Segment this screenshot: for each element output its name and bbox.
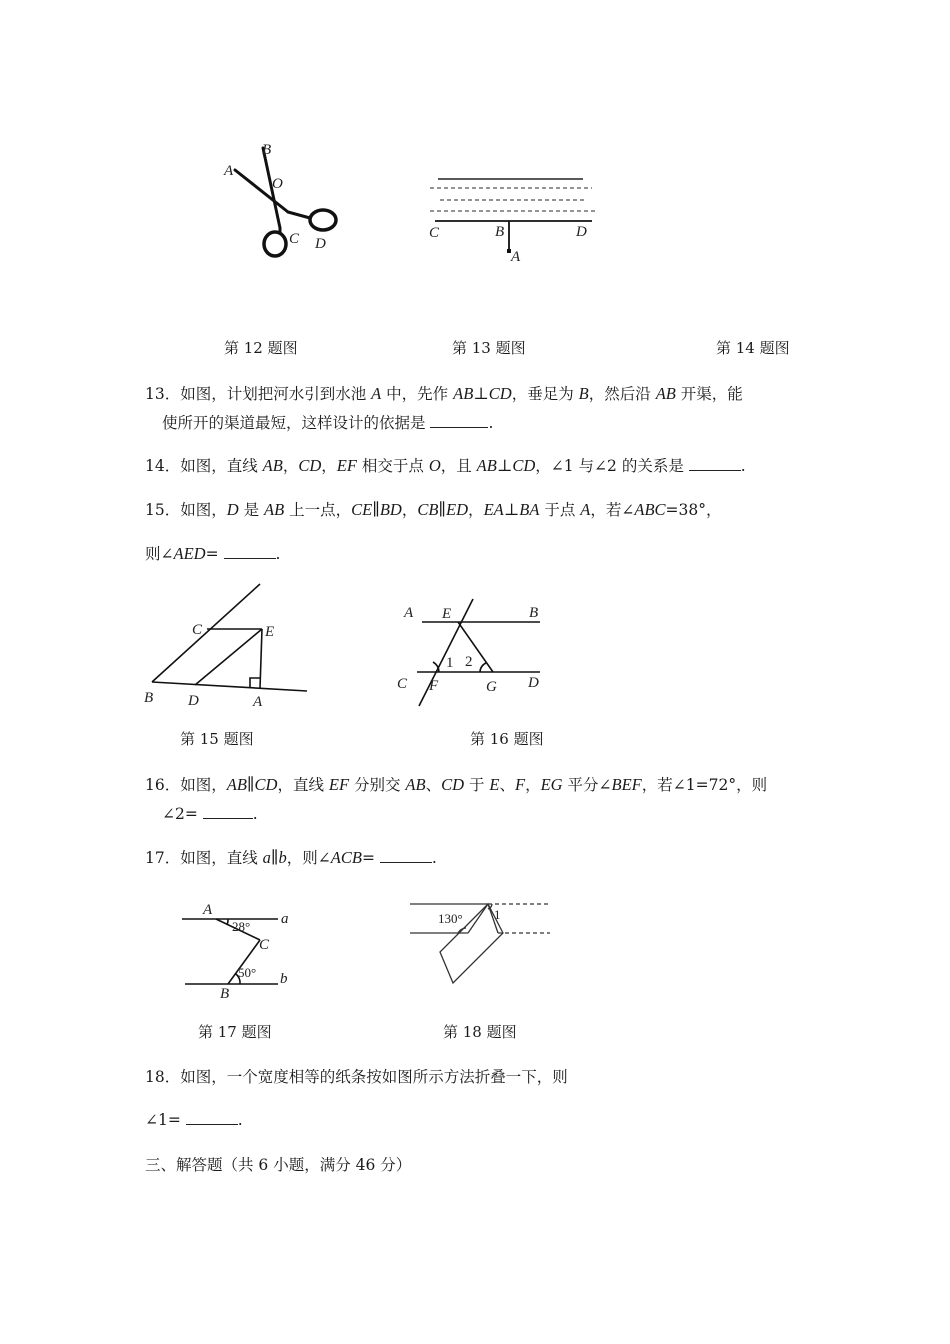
figure-18 bbox=[408, 895, 558, 990]
caption-fig17: 第 17 题图 bbox=[198, 1023, 272, 1041]
caption-fig18: 第 18 题图 bbox=[443, 1023, 517, 1041]
fig16-label-D: D bbox=[528, 675, 539, 691]
answer-blank-15[interactable] bbox=[224, 543, 276, 559]
question-17: 17．如图，直线 a∥b，则∠ACB= . bbox=[145, 848, 437, 867]
question-14: 14．如图，直线 AB，CD，EF 相交于点 O，且 AB⊥CD，∠1 与∠2 的关系是 . bbox=[145, 456, 746, 475]
fig15-label-B: B bbox=[144, 690, 154, 706]
fig17-label-A: A bbox=[203, 902, 213, 918]
caption-fig16: 第 16 题图 bbox=[470, 730, 544, 748]
answer-blank-17[interactable] bbox=[380, 847, 432, 863]
fig17-label-C: C bbox=[259, 937, 270, 953]
fig16-label-C: C bbox=[397, 676, 408, 692]
fig15-label-E: E bbox=[265, 624, 275, 640]
fig15-label-C: C bbox=[192, 622, 203, 638]
fig12-label-B: B bbox=[262, 142, 272, 158]
figure-13-river bbox=[420, 170, 605, 270]
fig17-label-b: b bbox=[280, 971, 288, 987]
figure-16 bbox=[395, 598, 555, 710]
fig16-label-F: F bbox=[429, 678, 439, 694]
figure-15 bbox=[140, 578, 315, 713]
question-16-line1: 16．如图，AB∥CD，直线 EF 分别交 AB、CD 于 E、F，EG 平分∠BEF，若∠1=72°，则 bbox=[145, 775, 768, 794]
fig17-angle-28: 28° bbox=[232, 919, 251, 934]
figure-12-scissors bbox=[220, 140, 350, 265]
fig16-label-B: B bbox=[529, 605, 539, 621]
caption-fig15: 第 15 题图 bbox=[180, 730, 254, 748]
fig16-angle-1: 1 bbox=[446, 655, 454, 671]
answer-blank-16[interactable] bbox=[203, 803, 253, 819]
fig16-label-G: G bbox=[486, 679, 497, 695]
question-13-line1: 13．如图，计划把河水引到水池 A 中，先作 AB⊥CD，垂足为 B，然后沿 AB 开渠，能 bbox=[145, 384, 743, 403]
fig15-label-A: A bbox=[253, 694, 263, 710]
fig12-label-C: C bbox=[289, 231, 300, 247]
question-16-line2: ∠2= . bbox=[162, 805, 258, 823]
fig16-label-E: E bbox=[442, 606, 452, 622]
fig13-label-A: A bbox=[511, 249, 521, 265]
fig17-label-B: B bbox=[220, 986, 230, 1002]
question-15-line1: 15．如图，D 是 AB 上一点，CE∥BD，CB∥ED，EA⊥BA 于点 A，若∠ABC=38°， bbox=[145, 500, 722, 519]
caption-fig12: 第 12 题图 bbox=[224, 339, 298, 357]
fig15-label-D: D bbox=[188, 693, 199, 709]
answer-blank-18[interactable] bbox=[186, 1109, 238, 1125]
fig12-label-O: O bbox=[272, 176, 283, 192]
fig16-label-A: A bbox=[404, 605, 414, 621]
fig17-label-a: a bbox=[281, 911, 289, 927]
fig17-angle-50: 50° bbox=[238, 965, 257, 980]
caption-fig13: 第 13 题图 bbox=[452, 339, 526, 357]
question-13-line2: 使所开的渠道最短，这样设计的依据是 . bbox=[162, 414, 494, 432]
fig18-angle-130: 130° bbox=[438, 911, 463, 926]
caption-fig14: 第 14 题图 bbox=[716, 339, 790, 357]
fig13-label-B: B bbox=[495, 224, 505, 240]
figure-17 bbox=[178, 897, 298, 1002]
fig12-label-A: A bbox=[224, 163, 234, 179]
fig13-label-C: C bbox=[429, 225, 440, 241]
section-3-heading: 三、解答题（共 6 小题，满分 46 分） bbox=[145, 1156, 412, 1174]
fig13-label-D: D bbox=[576, 224, 587, 240]
fig16-angle-2: 2 bbox=[465, 654, 473, 670]
question-15-line2: 则∠AED= . bbox=[145, 544, 281, 563]
fig12-label-D: D bbox=[315, 236, 326, 252]
answer-blank-14[interactable] bbox=[689, 455, 741, 471]
question-18-line2: ∠1= . bbox=[145, 1111, 243, 1129]
question-18-line1: 18．如图，一个宽度相等的纸条按如图所示方法折叠一下，则 bbox=[145, 1068, 568, 1086]
answer-blank-13[interactable] bbox=[430, 412, 488, 428]
fig18-angle-1: 1 bbox=[494, 907, 501, 922]
